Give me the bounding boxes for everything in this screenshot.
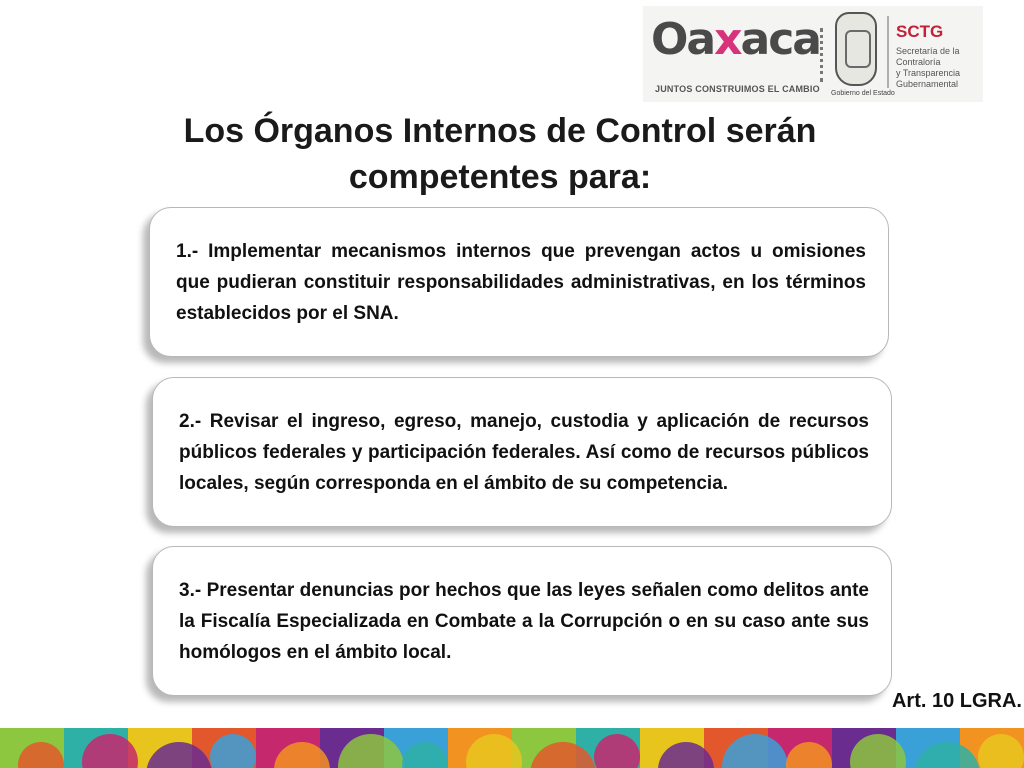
department-name-line: y Transparencia: [896, 68, 961, 78]
oaxaca-logo: [651, 14, 820, 65]
slide-title: [120, 108, 880, 200]
competency-card-2: [152, 377, 892, 527]
logo-tagline: JUNTOS CONSTRUIMOS EL CAMBIO: [655, 84, 820, 94]
logo-word-x: x: [714, 14, 741, 65]
department-name-line: Secretaría de la Contraloría: [896, 46, 960, 67]
competency-text-2: 2.- Revisar el ingreso, egreso, manejo, custodia y aplicación de recursos públicos federales y participación federales. Así como de recursos públicos locales, según corresponda en el ámbito de su competencia.: [179, 410, 869, 494]
logo-separator-dots: [820, 28, 826, 82]
header-logo: [643, 6, 983, 102]
logo-word-start: Oa: [651, 14, 715, 65]
department-abbreviation: SCTG: [896, 22, 944, 41]
slide-title-line: Los Órganos Internos de Control serán: [183, 112, 817, 150]
department-name: [896, 46, 983, 90]
seal-caption: Gobierno del Estado: [831, 90, 895, 97]
logo-separator-line: [887, 16, 889, 88]
logo-word-end: aca: [740, 14, 820, 65]
legal-citation: Art. 10 LGRA.: [891, 690, 1022, 712]
competency-card-3: [152, 546, 892, 696]
competency-text-1: 1.- Implementar mecanismos internos que prevengan actos u omisiones que pudieran constituir responsabilidades administrativas, en los términos establecidos por el SNA.: [176, 240, 866, 324]
slide-title-line: competentes para:: [348, 158, 652, 196]
competency-card-1: [149, 207, 889, 357]
decorative-footer-band: [0, 728, 1024, 768]
state-seal-icon: [835, 12, 877, 86]
seal-shield-icon: [845, 30, 871, 68]
competency-text-3: 3.- Presentar denuncias por hechos que las leyes señalen como delitos ante la Fiscalía Especializada en Combate a la Corrupción o en su caso ante sus homólogos en el ámbito local.: [179, 579, 869, 663]
department-name-line: Gubernamental: [896, 79, 959, 89]
